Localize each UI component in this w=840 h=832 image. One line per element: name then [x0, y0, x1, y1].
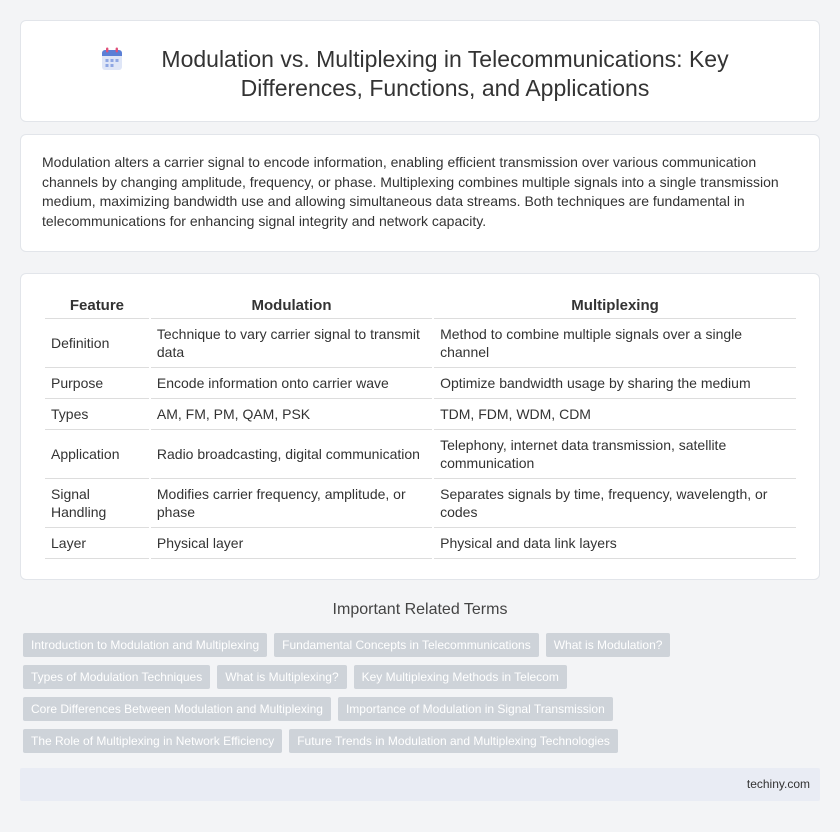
table-row — [45, 479, 796, 528]
footer-brand[interactable]: techiny.com — [746, 777, 810, 791]
table-cell: Signal Handling — [45, 479, 149, 528]
table-row — [45, 528, 796, 559]
table-cell: Physical layer — [151, 528, 432, 559]
related-term-tag[interactable]: Future Trends in Modulation and Multiplexing Technologies — [289, 729, 618, 753]
table-cell: Definition — [45, 319, 149, 368]
table-cell: Method to combine multiple signals over a single channel — [434, 319, 796, 368]
table-cell: TDM, FDM, WDM, CDM — [434, 399, 796, 430]
intro-text: Modulation alters a carrier signal to encode information, enabling efficient transmission over various communication channels by changing amplitude, frequency, or phase. Multiplexing combines multiple signals into a single transmission medium, maximizing bandwidth use and allowing simultaneous data streams. Both techniques are fundamental in telecommunications for enhancing signal integrity and network capacity. — [42, 154, 779, 229]
table-cell: Radio broadcasting, digital communication — [151, 430, 432, 479]
intro-card — [20, 134, 820, 252]
table-cell: Application — [45, 430, 149, 479]
related-term-tag[interactable]: Key Multiplexing Methods in Telecom — [354, 665, 567, 689]
header-modulation: Modulation — [151, 292, 432, 319]
table-cell: AM, FM, PM, QAM, PSK — [151, 399, 432, 430]
related-term-tag[interactable]: What is Multiplexing? — [217, 665, 346, 689]
title-card — [20, 20, 820, 122]
header-feature: Feature — [45, 292, 149, 319]
related-terms-title: Important Related Terms — [332, 601, 508, 618]
table-row — [45, 319, 796, 368]
header-multiplexing: Multiplexing — [434, 292, 796, 319]
table-cell: Telephony, internet data transmission, satellite communication — [434, 430, 796, 479]
table-cell: Purpose — [45, 368, 149, 399]
related-terms-list — [23, 633, 683, 753]
related-term-tag[interactable]: What is Modulation? — [546, 633, 671, 657]
table-cell: Physical and data link layers — [434, 528, 796, 559]
related-term-tag[interactable]: Fundamental Concepts in Telecommunications — [274, 633, 539, 657]
related-term-tag[interactable]: The Role of Multiplexing in Network Efficiency — [23, 729, 282, 753]
related-term-tag[interactable]: Importance of Modulation in Signal Transmission — [338, 697, 613, 721]
related-term-tag[interactable]: Introduction to Modulation and Multiplexing — [23, 633, 267, 657]
table-row — [45, 368, 796, 399]
comparison-table-card — [20, 273, 820, 580]
page-title: Modulation vs. Multiplexing in Telecommunications: Key Differences, Functions, and Applications — [161, 46, 729, 101]
table-cell: Types — [45, 399, 149, 430]
footer — [20, 768, 820, 801]
table-cell: Separates signals by time, frequency, wavelength, or codes — [434, 479, 796, 528]
table-header-row — [45, 292, 796, 319]
comparison-table — [43, 292, 798, 559]
table-row — [45, 399, 796, 430]
related-term-tag[interactable]: Core Differences Between Modulation and Multiplexing — [23, 697, 331, 721]
related-term-tag[interactable]: Types of Modulation Techniques — [23, 665, 210, 689]
table-cell: Layer — [45, 528, 149, 559]
table-cell: Technique to vary carrier signal to transmit data — [151, 319, 432, 368]
table-cell: Optimize bandwidth usage by sharing the medium — [434, 368, 796, 399]
table-cell: Encode information onto carrier wave — [151, 368, 432, 399]
table-cell: Modifies carrier frequency, amplitude, or phase — [151, 479, 432, 528]
table-row — [45, 430, 796, 479]
